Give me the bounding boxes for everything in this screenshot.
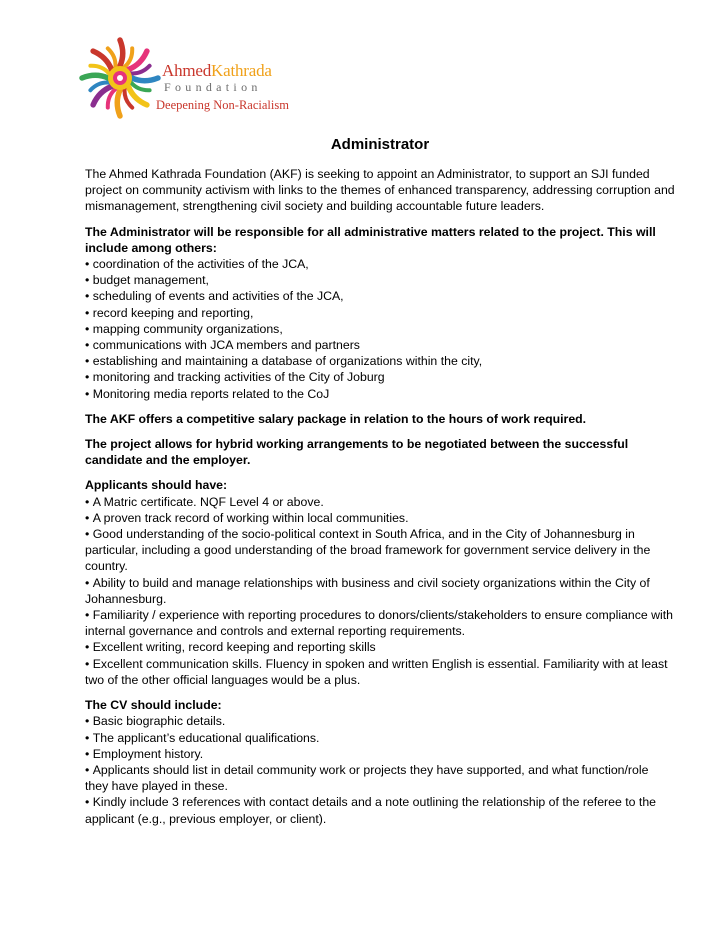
logo-text — [156, 61, 289, 113]
cv-list — [85, 713, 675, 826]
list-item: • Excellent writing, record keeping and reporting skills — [85, 639, 675, 655]
list-item: • A Matric certificate. NQF Level 4 or above. — [85, 494, 675, 510]
list-item: • The applicant’s educational qualifications. — [85, 730, 675, 746]
logo-foundation: Foundation — [164, 80, 262, 94]
list-item: • communications with JCA members and partners — [85, 337, 675, 353]
document-body — [85, 136, 675, 836]
logo-ray — [120, 40, 123, 66]
list-item: • scheduling of events and activities of the JCA, — [85, 288, 675, 304]
logo-ray — [132, 78, 158, 81]
logo-ray — [108, 89, 116, 108]
responsibilities-list — [85, 256, 675, 402]
logo-ray — [90, 66, 109, 74]
list-item: • Good understanding of the socio-political context in South Africa, and in the City of Johannesburg in particular, including a good understanding of the broad framework for government service delivery in the country. — [85, 526, 675, 575]
applicants-heading: Applicants should have: — [85, 478, 228, 493]
foundation-logo — [76, 32, 306, 122]
logo-ray — [82, 75, 108, 78]
intro-paragraph: The Ahmed Kathrada Foundation (AKF) is seeking to appoint an Administrator, to support an SJI funded project on community activism with links to the themes of enhanced transparency, addressing corruption and mismanagement, strengthening civil society and building accountable future leaders. — [85, 167, 675, 214]
logo-name — [162, 62, 289, 80]
applicants-list — [85, 494, 675, 688]
list-item: • Excellent communication skills. Fluency in spoken and written English is essential. Familiarity with at least two of the other official languages would be a plus. — [85, 656, 675, 688]
list-item: • Familiarity / experience with reporting procedures to donors/clients/stakeholders to ensure compliance with internal governance and controls and external reporting requirements. — [85, 607, 675, 639]
hybrid-paragraph: The project allows for hybrid working arrangements to be negotiated between the successful candidate and the employer. — [85, 437, 629, 468]
list-item: • Kindly include 3 references with contact details and a note outlining the relationship of the referee to the applicant (e.g., previous employer, or client). — [85, 794, 675, 826]
list-item: • establishing and maintaining a database of organizations within the city, — [85, 353, 675, 369]
salary-paragraph: The AKF offers a competitive salary package in relation to the hours of work required. — [85, 411, 587, 426]
logo-tagline: Deepening Non-Racialism — [156, 98, 289, 112]
list-item: • A proven track record of working within local communities. — [85, 510, 675, 526]
cv-heading: The CV should include: — [85, 698, 222, 713]
list-item: • monitoring and tracking activities of the City of Joburg — [85, 369, 675, 385]
logo-ray — [125, 48, 133, 67]
logo-ray — [131, 83, 150, 91]
logo-name-ahmed: Ahmed — [162, 61, 212, 80]
sun-hands-logo-icon — [76, 32, 166, 122]
logo-ray — [117, 90, 120, 116]
list-item: • Basic biographic details. — [85, 713, 675, 729]
logo-name-kathrada: Kathrada — [211, 61, 272, 80]
list-item: • record keeping and reporting, — [85, 305, 675, 321]
list-item: • Monitoring media reports related to the CoJ — [85, 386, 675, 402]
list-item: • mapping community organizations, — [85, 321, 675, 337]
page-title: Administrator — [330, 136, 430, 153]
list-item: • budget management, — [85, 272, 675, 288]
list-item: • coordination of the activities of the JCA, — [85, 256, 675, 272]
responsibilities-heading: The Administrator will be responsible for all administrative matters related to the project. This will include among others: — [85, 224, 656, 255]
list-item: • Ability to build and manage relationships with business and civil society organizations within the City of Johannesburg. — [85, 575, 675, 607]
list-item: • Applicants should list in detail community work or projects they have supported, and what function/role they have played in these. — [85, 762, 675, 794]
list-item: • Employment history. — [85, 746, 675, 762]
